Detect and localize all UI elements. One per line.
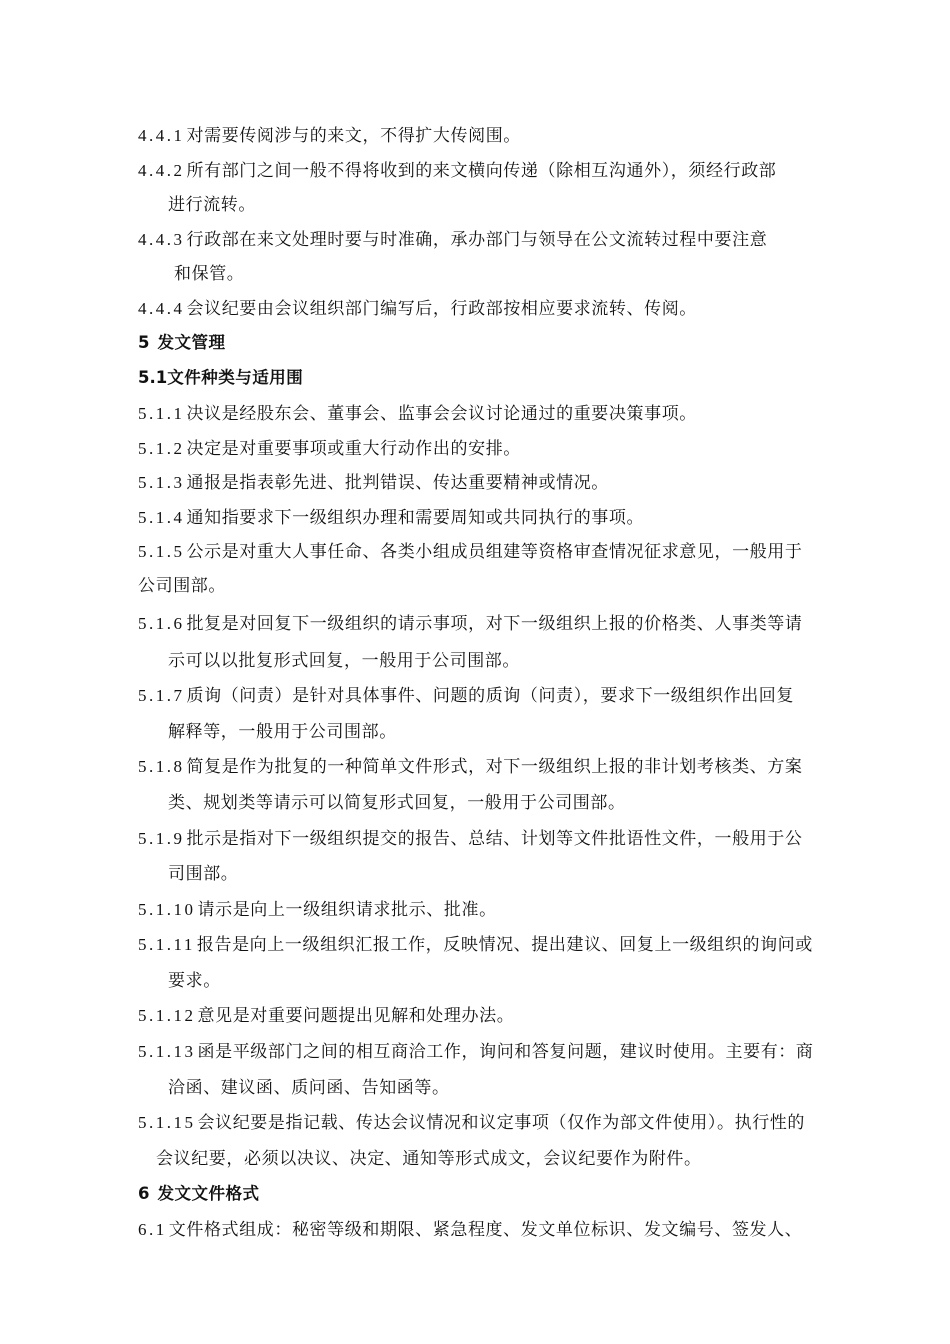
item-5-1-13 [138,1037,814,1062]
clause-text: 对需要传阅涉与的来文，不得扩大传阅围。 [186,126,521,146]
item-5-1-3 [138,468,609,493]
clause-number: 5.1.1 [138,404,185,423]
item-5-1-8 [138,752,803,777]
paragraph-4-4-2-continuation: 进行流转。 [168,195,256,215]
clause-number: 5.1.15 [138,1113,196,1132]
clause-number: 4.4.1 [138,126,185,145]
item-5-1-11-continuation: 要求。 [168,971,221,991]
item-5-1-2 [138,434,521,459]
clause-number: 5.1.13 [138,1042,196,1061]
clause-number: 5.1.7 [138,686,185,705]
item-5-1-10 [138,895,497,920]
clause-text: 简复是作为批复的一种简单文件形式，对下一级组织上报的非计划考核类、方案 [186,757,803,777]
clause-text: 会议纪要由会议组织部门编写后，行政部按相应要求流转、传阅。 [186,299,697,319]
clause-text: 所有部门之间一般不得将收到的来文横向传递（除相互沟通外），须经行政部 [186,161,777,181]
clause-text: 公示是对重大人事任命、各类小组成员组建等资格审查情况征求意见，一般用于 [186,542,803,562]
paragraph-4-4-4 [138,294,697,319]
item-5-1-4 [138,503,644,528]
clause-number: 4.4.3 [138,230,185,249]
item-5-1-8-continuation: 类、规划类等请示可以简复形式回复，一般用于公司围部。 [168,793,626,813]
section-number: 6 [138,1184,150,1203]
clause-number: 5.1.6 [138,614,185,633]
clause-number: 5.1.12 [138,1006,196,1025]
clause-text: 报告是向上一级组织汇报工作，反映情况、提出建议、回复上一级组织的询问或 [196,935,813,955]
clause-text: 会议纪要是指记载、传达会议情况和议定事项（仅作为部文件使用）。执行性的 [197,1113,805,1133]
clause-text: 意见是对重要问题提出见解和处理办法。 [197,1006,515,1026]
clause-text: 决议是经股东会、董事会、监事会会议讨论通过的重要决策事项。 [186,404,697,424]
clause-text: 行政部在来文处理时要与时准确，承办部门与领导在公文流转过程中要注意 [186,230,768,250]
item-5-1-11 [138,930,813,955]
clause-text: 决定是对重要事项或重大行动作出的安排。 [186,439,521,459]
clause-number: 5.1.8 [138,757,185,776]
clause-number: 5.1.3 [138,473,185,492]
section-number: 5.1 [138,368,168,387]
section-title: 发文文件格式 [157,1184,260,1203]
item-5-1-1 [138,399,697,424]
item-5-1-15-continuation: 会议纪要，必须以决议、决定、通知等形式成文，会议纪要作为附件。 [156,1149,702,1169]
clause-text: 函是平级部门之间的相互商洽工作，询问和答复问题，建议时使用。主要有：商 [197,1042,814,1062]
paragraph-4-4-3-continuation: 和保管。 [174,264,245,284]
section-title: 文件种类与适用围 [167,368,304,387]
item-5-1-5-continuation: 公司围部。 [138,576,226,596]
clause-number: 4.4.2 [138,161,185,180]
section-5-1-heading [138,364,303,388]
item-5-1-5 [138,537,803,562]
clause-text: 文件格式组成：秘密等级和期限、紧急程度、发文单位标识、发文编号、签发人、 [168,1220,803,1240]
paragraph-6-1 [138,1215,802,1240]
section-number: 5 [138,333,150,352]
clause-number: 5.1.10 [138,900,196,919]
item-5-1-9-continuation: 司围部。 [168,864,239,884]
section-5-heading [138,329,225,353]
clause-number: 4.4.4 [138,299,185,318]
paragraph-4-4-2 [138,156,776,181]
item-5-1-7-continuation: 解释等，一般用于公司围部。 [168,722,397,742]
item-5-1-6 [138,609,803,634]
section-title: 发文管理 [157,333,226,352]
clause-number: 5.1.4 [138,508,185,527]
item-5-1-7 [138,681,794,706]
clause-text: 通报是指表彰先进、批判错误、传达重要精神或情况。 [186,473,609,493]
item-5-1-13-continuation: 洽函、建议函、质问函、告知函等。 [168,1078,450,1098]
clause-text: 质询（问责）是针对具体事件、问题的质询（问责），要求下一级组织作出回复 [186,686,794,706]
clause-text: 批复是对回复下一级组织的请示事项，对下一级组织上报的价格类、人事类等请 [186,614,803,634]
item-5-1-9 [138,824,803,849]
clause-number: 6.1 [138,1220,167,1239]
clause-text: 请示是向上一级组织请求批示、批准。 [197,900,497,920]
clause-number: 5.1.2 [138,439,185,458]
item-5-1-15 [138,1108,805,1133]
paragraph-4-4-1 [138,121,521,146]
clause-number: 5.1.5 [138,542,185,561]
clause-text: 通知指要求下一级组织办理和需要周知或共同执行的事项。 [186,508,645,528]
section-6-heading [138,1180,259,1204]
clause-number: 5.1.9 [138,829,185,848]
item-5-1-12 [138,1001,514,1026]
clause-number: 5.1.11 [138,935,195,954]
item-5-1-6-continuation: 示可以以批复形式回复，一般用于公司围部。 [168,651,520,671]
paragraph-4-4-3 [138,225,767,250]
clause-text: 批示是指对下一级组织提交的报告、总结、计划等文件批语性文件，一般用于公 [186,829,803,849]
